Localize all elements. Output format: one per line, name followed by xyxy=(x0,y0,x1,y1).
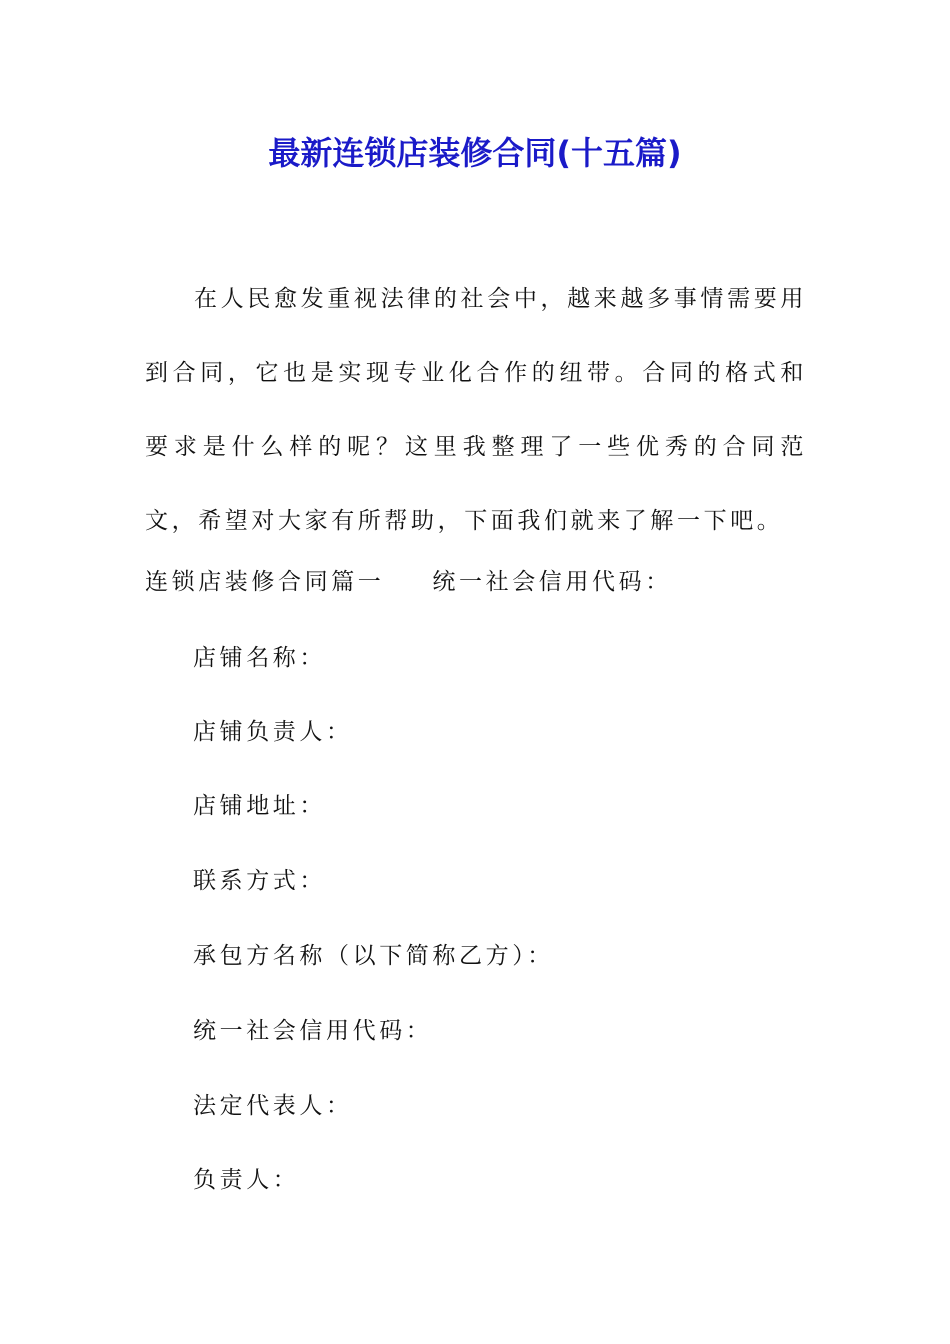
field-store-name: 店铺名称： xyxy=(193,645,326,671)
field-store-manager: 店铺负责人： xyxy=(193,719,353,745)
field-legal-rep: 法定代表人： xyxy=(193,1093,353,1119)
section-code-label: 统一社会信用代码： xyxy=(432,569,672,595)
field-person-in-charge: 负责人： xyxy=(193,1167,300,1193)
intro-paragraph: 在人民愈发重视法律的社会中，越来越多事情需要用到合同，它也是实现专业化合作的纽带。合同的格式和要求是什么样的呢？这里我整理了一些优秀的合同范文，希望对大家有所帮助，下面我们就来了解一下吧。 xyxy=(145,286,807,534)
field-contractor-name: 承包方名称（以下简称乙方）： xyxy=(193,943,554,969)
section-heading: 连锁店装修合同篇一 xyxy=(145,569,385,595)
field-contact: 联系方式： xyxy=(193,868,326,894)
field-credit-code: 统一社会信用代码： xyxy=(193,1018,433,1044)
document-title: 最新连锁店装修合同(十五篇) xyxy=(268,134,682,172)
field-store-address: 店铺地址： xyxy=(193,793,326,819)
section-heading-line xyxy=(145,558,672,606)
